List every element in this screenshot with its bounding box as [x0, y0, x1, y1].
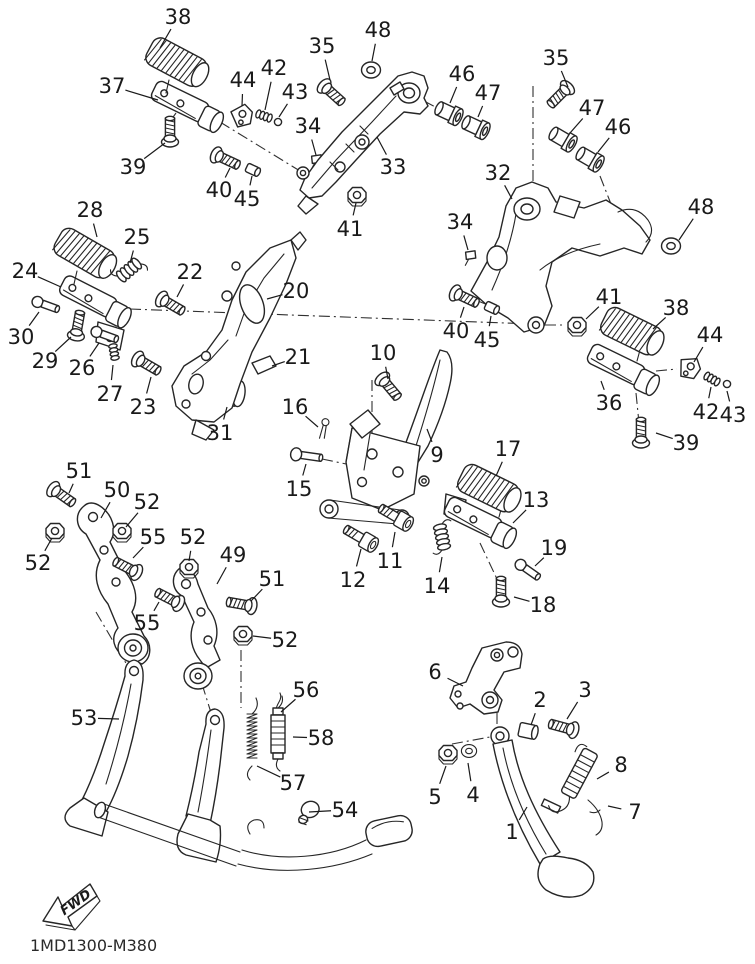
part-label-52: 52 — [179, 525, 207, 549]
part-label-20: 20 — [282, 279, 310, 303]
part-label-54: 54 — [331, 798, 359, 822]
part-label-48: 48 — [364, 18, 392, 42]
part-label-52: 52 — [133, 490, 161, 514]
cotter-pin-16 — [318, 418, 329, 440]
part-label-11: 11 — [376, 549, 404, 573]
part-label-43: 43 — [281, 80, 309, 104]
collar-2 — [518, 722, 539, 740]
collar-47-mid — [459, 113, 492, 141]
part-label-38: 38 — [662, 296, 690, 320]
footrest-holder-37 — [148, 79, 227, 134]
bolt-35-left — [315, 76, 349, 109]
part-label-50: 50 — [103, 478, 131, 502]
leader-line-42 — [265, 82, 271, 110]
part-label-34: 34 — [446, 210, 474, 234]
leader-line-27 — [111, 365, 113, 380]
washer-4 — [461, 745, 476, 758]
part-label-39: 39 — [672, 431, 700, 455]
leader-line-7 — [608, 806, 621, 809]
leader-line-39 — [656, 433, 673, 439]
part-label-30: 30 — [7, 325, 35, 349]
bolt-51-left — [44, 479, 79, 511]
part-label-45: 45 — [233, 187, 261, 211]
leader-line-39 — [144, 143, 165, 159]
spring-14 — [427, 519, 457, 555]
leader-line-22 — [177, 284, 184, 297]
part-label-42: 42 — [692, 400, 720, 424]
leader-line-42 — [709, 387, 711, 398]
leader-line-40 — [225, 168, 230, 177]
plate-21 — [252, 356, 276, 374]
part-label-56: 56 — [292, 678, 320, 702]
plate-44-right — [677, 355, 703, 381]
bolt-11 — [376, 501, 416, 533]
part-label-49: 49 — [219, 543, 247, 567]
part-label-37: 37 — [98, 74, 126, 98]
part-label-38: 38 — [164, 5, 192, 29]
part-label-40: 40 — [205, 178, 233, 202]
footrest-rubber-38-left — [143, 35, 214, 92]
part-label-45: 45 — [473, 328, 501, 352]
part-label-40: 40 — [442, 319, 470, 343]
leader-line-33 — [377, 137, 386, 155]
part-label-15: 15 — [285, 477, 313, 501]
part-label-34: 34 — [294, 114, 322, 138]
part-label-39: 39 — [119, 155, 147, 179]
leader-line-34 — [312, 139, 316, 155]
washer-48-right — [662, 238, 681, 254]
part-label-21: 21 — [284, 345, 312, 369]
construction-lines — [96, 86, 677, 744]
spring-42-right — [703, 371, 721, 386]
leader-line-55 — [154, 602, 159, 611]
pin-30 — [30, 295, 61, 315]
leader-line-43 — [727, 391, 730, 401]
washer-48-left — [362, 62, 381, 78]
leader-line-45 — [250, 176, 252, 185]
leader-line-15 — [303, 464, 306, 476]
bolt-18 — [493, 576, 510, 607]
leader-line-48 — [372, 44, 375, 61]
part-label-25: 25 — [123, 225, 151, 249]
diagram-code: 1MD1300-M380 — [30, 936, 158, 955]
nut-5 — [439, 746, 457, 765]
spring-hook-7 — [588, 800, 602, 835]
part-label-47: 47 — [578, 96, 606, 120]
leader-line-14 — [439, 557, 442, 572]
part-label-2: 2 — [533, 688, 547, 712]
part-label-17: 17 — [494, 437, 522, 461]
spring-57 — [247, 698, 257, 780]
leader-line-34 — [464, 235, 468, 250]
part-label-51: 51 — [258, 567, 286, 591]
part-label-46: 46 — [604, 115, 632, 139]
part-label-27: 27 — [96, 382, 124, 406]
leader-line-51 — [69, 484, 73, 493]
leader-line-28 — [94, 224, 97, 237]
part-label-32: 32 — [484, 161, 512, 185]
spring-42-left — [255, 109, 273, 123]
stand-bracket-49 — [173, 568, 220, 668]
leader-line-41 — [353, 203, 356, 215]
nut-52-b — [113, 524, 131, 543]
part-label-35: 35 — [542, 46, 570, 70]
part-label-33: 33 — [379, 155, 407, 179]
stopper-54 — [293, 799, 323, 827]
part-label-5: 5 — [428, 785, 442, 809]
leader-line-44 — [694, 347, 703, 362]
leader-line-23 — [147, 377, 151, 393]
ball-43-right — [723, 380, 730, 387]
footrest-rubber-28 — [51, 225, 121, 283]
part-label-14: 14 — [423, 574, 451, 598]
leader-line-4 — [468, 763, 471, 781]
leader-line-48 — [679, 219, 693, 240]
rear-footrest-bracket-32 — [447, 78, 680, 336]
ball-43-left — [274, 118, 281, 125]
leader-line-26 — [90, 343, 99, 356]
part-label-29: 29 — [31, 349, 59, 373]
leader-line-46 — [598, 138, 609, 152]
part-label-24: 24 — [11, 259, 39, 283]
part-label-41: 41 — [595, 285, 623, 309]
pin-45-left — [245, 163, 262, 177]
leader-line-52 — [253, 636, 271, 638]
part-label-51: 51 — [65, 459, 93, 483]
bolt-39-right — [633, 417, 650, 448]
part-label-52: 52 — [271, 628, 299, 652]
center-stand-53 — [65, 660, 414, 870]
footrest-holder-24 — [56, 274, 135, 330]
leader-line-53 — [98, 718, 119, 719]
clip-34-right — [463, 249, 477, 267]
leader-line-47 — [478, 106, 483, 117]
part-label-9: 9 — [430, 443, 444, 467]
pin-15 — [290, 447, 324, 464]
nut-52-d — [234, 627, 252, 646]
leader-line-36 — [601, 381, 604, 390]
part-label-46: 46 — [448, 62, 476, 86]
part-label-48: 48 — [687, 195, 715, 219]
fwd-arrow — [43, 884, 100, 930]
part-label-16: 16 — [281, 395, 309, 419]
part-label-43: 43 — [719, 403, 747, 427]
part-label-10: 10 — [369, 341, 397, 365]
bolt-39-left — [162, 116, 179, 147]
leader-line-40 — [460, 307, 464, 318]
leader-line-58 — [293, 737, 307, 738]
part-label-3: 3 — [578, 678, 592, 702]
leader-line-8 — [597, 772, 609, 779]
bolt-40-left — [208, 145, 243, 173]
bolt-35-right — [543, 78, 577, 112]
part-label-53: 53 — [70, 706, 98, 730]
bolt-23 — [129, 349, 164, 379]
leader-line-11 — [392, 532, 395, 547]
part-label-12: 12 — [339, 568, 367, 592]
part-label-1: 1 — [505, 820, 519, 844]
spring-58 — [271, 696, 285, 771]
part-label-36: 36 — [595, 391, 623, 415]
part-label-52: 52 — [24, 551, 52, 575]
leader-line-6 — [448, 678, 463, 686]
center-bracket-assembly-9 — [290, 350, 452, 554]
part-label-55: 55 — [139, 525, 167, 549]
part-label-57: 57 — [279, 771, 307, 795]
bolt-3 — [547, 715, 581, 739]
part-label-19: 19 — [540, 536, 568, 560]
part-label-26: 26 — [68, 356, 96, 380]
part-label-28: 28 — [76, 198, 104, 222]
leader-line-3 — [567, 702, 578, 719]
part-label-6: 6 — [428, 660, 442, 684]
leader-line-2 — [531, 713, 535, 725]
leader-line-5 — [440, 766, 446, 784]
part-label-47: 47 — [474, 81, 502, 105]
part-label-35: 35 — [308, 34, 336, 58]
part-label-23: 23 — [129, 395, 157, 419]
plate-44-left — [230, 103, 254, 127]
nut-52-a — [46, 524, 64, 543]
part-label-13: 13 — [522, 488, 550, 512]
nut-41-right — [568, 318, 586, 337]
part-label-44: 44 — [229, 68, 257, 92]
leader-line-43 — [279, 104, 287, 117]
part-label-22: 22 — [176, 260, 204, 284]
nut-41-left — [348, 188, 366, 207]
leader-line-17 — [496, 462, 502, 476]
leader-line-18 — [514, 597, 530, 601]
part-label-7: 7 — [628, 800, 642, 824]
leader-line-52 — [126, 513, 138, 527]
leader-line-46 — [450, 87, 457, 103]
part-label-31: 31 — [206, 421, 234, 445]
bolt-10 — [373, 370, 406, 404]
leader-line-45 — [489, 316, 491, 326]
leader-line-35 — [325, 60, 330, 80]
part-label-41: 41 — [336, 217, 364, 241]
part-label-4: 4 — [466, 783, 480, 807]
part-label-55: 55 — [133, 611, 161, 635]
part-label-42: 42 — [260, 56, 288, 80]
part-label-58: 58 — [307, 726, 335, 750]
leader-line-47 — [570, 119, 583, 133]
part-label-8: 8 — [614, 753, 628, 777]
pin-19 — [513, 557, 543, 582]
leader-line-32 — [505, 185, 512, 199]
leader-line-12 — [356, 549, 361, 566]
bolt-51-right — [225, 593, 258, 615]
part-label-44: 44 — [696, 323, 724, 347]
leader-line-24 — [38, 277, 61, 287]
leader-line-30 — [29, 312, 39, 326]
leader-line-49 — [217, 567, 226, 584]
part-label-18: 18 — [529, 593, 557, 617]
collar-46-mid — [432, 99, 465, 127]
bolt-22 — [153, 289, 188, 319]
fwd-label: FWD — [57, 887, 95, 919]
